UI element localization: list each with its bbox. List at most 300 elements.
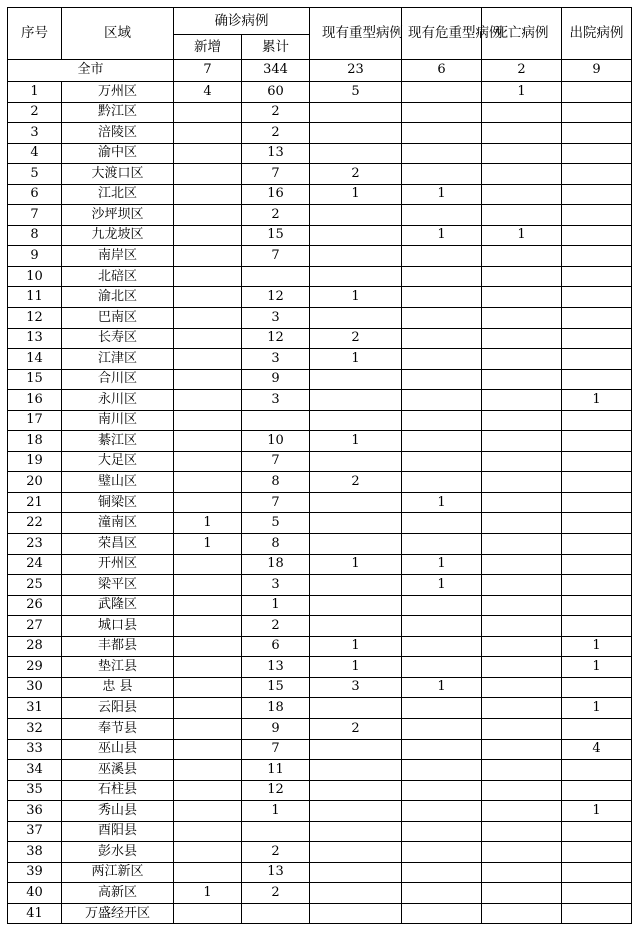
row-deaths: [482, 883, 562, 904]
table-row: [8, 718, 632, 739]
row-discharged: [562, 246, 632, 267]
row-cumulative: 3: [242, 349, 310, 370]
table-row: [8, 698, 632, 719]
total-critical: 6: [402, 60, 482, 82]
row-number: 23: [8, 534, 62, 555]
row-new: [174, 862, 242, 883]
row-new: [174, 554, 242, 575]
row-number: 13: [8, 328, 62, 349]
row-new: [174, 718, 242, 739]
row-region: 永川区: [62, 390, 174, 411]
row-critical: [402, 308, 482, 329]
row-severe: [310, 266, 402, 287]
row-new: [174, 492, 242, 513]
table-row: [8, 739, 632, 760]
row-discharged: [562, 328, 632, 349]
row-region: 黔江区: [62, 102, 174, 123]
row-severe: [310, 595, 402, 616]
row-critical: 1: [402, 184, 482, 205]
row-severe: [310, 369, 402, 390]
row-new: 1: [174, 513, 242, 534]
row-deaths: [482, 164, 562, 185]
row-severe: [310, 246, 402, 267]
row-critical: [402, 718, 482, 739]
covid-cases-table: [7, 7, 632, 924]
row-cumulative: 6: [242, 636, 310, 657]
row-critical: [402, 883, 482, 904]
header-seq: 序号: [8, 8, 62, 60]
row-new: [174, 698, 242, 719]
table-row: [8, 410, 632, 431]
row-cumulative: 13: [242, 143, 310, 164]
row-discharged: [562, 903, 632, 924]
row-number: 11: [8, 287, 62, 308]
row-number: 31: [8, 698, 62, 719]
row-region: 北碚区: [62, 266, 174, 287]
row-critical: [402, 903, 482, 924]
row-number: 35: [8, 780, 62, 801]
row-new: [174, 164, 242, 185]
row-cumulative: 2: [242, 616, 310, 637]
row-region: 梁平区: [62, 575, 174, 596]
row-severe: 5: [310, 82, 402, 103]
row-region: 南岸区: [62, 246, 174, 267]
table-row: [8, 492, 632, 513]
row-discharged: [562, 349, 632, 370]
row-number: 7: [8, 205, 62, 226]
row-severe: 1: [310, 349, 402, 370]
total-discharged: 9: [562, 60, 632, 82]
row-critical: [402, 821, 482, 842]
row-cumulative: 13: [242, 862, 310, 883]
header-region: 区域: [62, 8, 174, 60]
row-severe: [310, 534, 402, 555]
row-critical: [402, 369, 482, 390]
row-cumulative: 15: [242, 677, 310, 698]
row-cumulative: 11: [242, 760, 310, 781]
row-region: 忠 县: [62, 677, 174, 698]
row-new: [174, 123, 242, 144]
row-critical: 1: [402, 492, 482, 513]
row-deaths: 1: [482, 82, 562, 103]
row-discharged: [562, 451, 632, 472]
row-region: 两江新区: [62, 862, 174, 883]
row-critical: [402, 595, 482, 616]
row-new: [174, 390, 242, 411]
table-row: [8, 349, 632, 370]
row-number: 22: [8, 513, 62, 534]
row-discharged: [562, 595, 632, 616]
row-new: [174, 616, 242, 637]
row-new: [174, 575, 242, 596]
table-row: [8, 164, 632, 185]
table-row: [8, 123, 632, 144]
row-number: 15: [8, 369, 62, 390]
table-row: [8, 595, 632, 616]
row-new: [174, 205, 242, 226]
row-severe: [310, 451, 402, 472]
row-severe: 1: [310, 554, 402, 575]
row-discharged: [562, 513, 632, 534]
row-deaths: [482, 903, 562, 924]
row-cumulative: 3: [242, 308, 310, 329]
row-number: 19: [8, 451, 62, 472]
row-new: [174, 246, 242, 267]
row-number: 38: [8, 842, 62, 863]
row-cumulative: 8: [242, 472, 310, 493]
row-deaths: [482, 184, 562, 205]
row-new: [174, 760, 242, 781]
table-row: [8, 636, 632, 657]
table-row: [8, 677, 632, 698]
row-cumulative: 18: [242, 554, 310, 575]
row-new: [174, 903, 242, 924]
row-discharged: [562, 718, 632, 739]
row-number: 10: [8, 266, 62, 287]
table-row: [8, 616, 632, 637]
row-deaths: [482, 698, 562, 719]
row-new: 4: [174, 82, 242, 103]
row-region: 沙坪坝区: [62, 205, 174, 226]
row-severe: 1: [310, 431, 402, 452]
row-critical: [402, 636, 482, 657]
row-cumulative: [242, 266, 310, 287]
row-severe: [310, 760, 402, 781]
row-new: [174, 595, 242, 616]
row-severe: [310, 801, 402, 822]
row-discharged: [562, 760, 632, 781]
row-cumulative: 5: [242, 513, 310, 534]
table-row: [8, 451, 632, 472]
row-severe: [310, 143, 402, 164]
row-discharged: [562, 102, 632, 123]
row-new: [174, 801, 242, 822]
row-number: 17: [8, 410, 62, 431]
row-new: [174, 780, 242, 801]
row-deaths: [482, 349, 562, 370]
row-number: 34: [8, 760, 62, 781]
row-discharged: 1: [562, 636, 632, 657]
row-deaths: [482, 266, 562, 287]
row-new: 1: [174, 534, 242, 555]
row-region: 荣昌区: [62, 534, 174, 555]
row-region: 巫溪县: [62, 760, 174, 781]
row-severe: 2: [310, 164, 402, 185]
table-row: [8, 513, 632, 534]
row-deaths: 1: [482, 225, 562, 246]
row-deaths: [482, 801, 562, 822]
row-critical: [402, 657, 482, 678]
row-critical: [402, 164, 482, 185]
table-row: [8, 554, 632, 575]
row-number: 4: [8, 143, 62, 164]
row-deaths: [482, 431, 562, 452]
row-critical: [402, 205, 482, 226]
row-new: [174, 308, 242, 329]
row-cumulative: 7: [242, 246, 310, 267]
row-new: [174, 739, 242, 760]
row-severe: [310, 903, 402, 924]
row-region: 潼南区: [62, 513, 174, 534]
table-row: [8, 821, 632, 842]
row-new: [174, 472, 242, 493]
row-region: 高新区: [62, 883, 174, 904]
row-severe: [310, 390, 402, 411]
row-severe: [310, 102, 402, 123]
row-cumulative: 12: [242, 287, 310, 308]
row-cumulative: 1: [242, 801, 310, 822]
row-number: 2: [8, 102, 62, 123]
row-deaths: [482, 451, 562, 472]
row-cumulative: [242, 410, 310, 431]
row-new: [174, 328, 242, 349]
table-row: [8, 184, 632, 205]
row-critical: [402, 431, 482, 452]
row-region: 秀山县: [62, 801, 174, 822]
row-region: 江津区: [62, 349, 174, 370]
row-discharged: [562, 534, 632, 555]
table-row: [8, 266, 632, 287]
row-number: 41: [8, 903, 62, 924]
row-severe: 1: [310, 287, 402, 308]
row-region: 城口县: [62, 616, 174, 637]
table-row: [8, 431, 632, 452]
row-deaths: [482, 636, 562, 657]
row-region: 石柱县: [62, 780, 174, 801]
table-row: [8, 780, 632, 801]
row-number: 8: [8, 225, 62, 246]
row-deaths: [482, 616, 562, 637]
row-critical: [402, 328, 482, 349]
row-new: [174, 842, 242, 863]
row-discharged: 1: [562, 390, 632, 411]
row-number: 39: [8, 862, 62, 883]
row-critical: [402, 390, 482, 411]
total-cumulative: 344: [242, 60, 310, 82]
row-cumulative: 13: [242, 657, 310, 678]
row-discharged: [562, 82, 632, 103]
total-deaths: 2: [482, 60, 562, 82]
row-cumulative: 2: [242, 205, 310, 226]
row-number: 9: [8, 246, 62, 267]
row-cumulative: 60: [242, 82, 310, 103]
row-region: 江北区: [62, 184, 174, 205]
row-deaths: [482, 554, 562, 575]
row-deaths: [482, 472, 562, 493]
row-number: 16: [8, 390, 62, 411]
table-row: [8, 801, 632, 822]
table-row: [8, 328, 632, 349]
row-deaths: [482, 862, 562, 883]
row-discharged: [562, 492, 632, 513]
row-critical: [402, 534, 482, 555]
row-discharged: [562, 821, 632, 842]
row-deaths: [482, 534, 562, 555]
row-deaths: [482, 760, 562, 781]
row-deaths: [482, 739, 562, 760]
table-row: [8, 534, 632, 555]
row-number: 29: [8, 657, 62, 678]
row-region: 万州区: [62, 82, 174, 103]
row-cumulative: 2: [242, 123, 310, 144]
row-number: 6: [8, 184, 62, 205]
row-region: 涪陵区: [62, 123, 174, 144]
table-row: [8, 143, 632, 164]
row-severe: [310, 225, 402, 246]
row-number: 37: [8, 821, 62, 842]
total-row: [8, 60, 632, 82]
row-deaths: [482, 575, 562, 596]
row-severe: [310, 575, 402, 596]
row-region: 彭水县: [62, 842, 174, 863]
row-number: 32: [8, 718, 62, 739]
row-severe: 3: [310, 677, 402, 698]
row-deaths: [482, 657, 562, 678]
row-critical: [402, 513, 482, 534]
row-critical: [402, 246, 482, 267]
row-new: [174, 677, 242, 698]
row-critical: [402, 102, 482, 123]
row-new: [174, 821, 242, 842]
row-discharged: [562, 205, 632, 226]
row-deaths: [482, 677, 562, 698]
row-discharged: 1: [562, 657, 632, 678]
row-severe: [310, 492, 402, 513]
row-new: [174, 369, 242, 390]
table-row: [8, 308, 632, 329]
table-body: [8, 60, 632, 924]
row-critical: [402, 82, 482, 103]
row-region: 开州区: [62, 554, 174, 575]
row-deaths: [482, 123, 562, 144]
row-region: 璧山区: [62, 472, 174, 493]
row-discharged: [562, 143, 632, 164]
total-label: 全市: [8, 60, 174, 82]
row-cumulative: 7: [242, 451, 310, 472]
row-cumulative: 18: [242, 698, 310, 719]
row-new: [174, 143, 242, 164]
row-critical: [402, 616, 482, 637]
row-critical: [402, 143, 482, 164]
row-discharged: [562, 287, 632, 308]
row-severe: [310, 883, 402, 904]
row-cumulative: 2: [242, 102, 310, 123]
row-cumulative: 15: [242, 225, 310, 246]
row-discharged: [562, 164, 632, 185]
row-cumulative: 2: [242, 842, 310, 863]
row-region: 万盛经开区: [62, 903, 174, 924]
table-row: [8, 102, 632, 123]
header-row-top: [8, 8, 632, 35]
row-new: [174, 657, 242, 678]
row-severe: [310, 842, 402, 863]
row-discharged: [562, 862, 632, 883]
total-new: 7: [174, 60, 242, 82]
table-row: [8, 842, 632, 863]
row-number: 27: [8, 616, 62, 637]
row-deaths: [482, 842, 562, 863]
row-severe: [310, 123, 402, 144]
row-critical: [402, 410, 482, 431]
row-severe: 2: [310, 328, 402, 349]
row-number: 3: [8, 123, 62, 144]
row-number: 5: [8, 164, 62, 185]
table-row: [8, 657, 632, 678]
row-discharged: [562, 575, 632, 596]
row-critical: [402, 472, 482, 493]
row-region: 奉节县: [62, 718, 174, 739]
row-region: 酉阳县: [62, 821, 174, 842]
row-deaths: [482, 595, 562, 616]
row-number: 20: [8, 472, 62, 493]
table-row: [8, 760, 632, 781]
table-row: [8, 472, 632, 493]
row-discharged: [562, 225, 632, 246]
row-number: 14: [8, 349, 62, 370]
row-severe: [310, 862, 402, 883]
row-severe: 2: [310, 718, 402, 739]
header-critical: 现有危重型病例: [402, 8, 482, 60]
row-new: [174, 287, 242, 308]
row-critical: [402, 780, 482, 801]
row-severe: [310, 308, 402, 329]
header-cumulative: 累计: [242, 35, 310, 60]
table-row: [8, 903, 632, 924]
row-severe: 1: [310, 184, 402, 205]
row-discharged: [562, 410, 632, 431]
table-row: [8, 883, 632, 904]
row-region: 长寿区: [62, 328, 174, 349]
row-deaths: [482, 328, 562, 349]
row-deaths: [482, 513, 562, 534]
row-critical: [402, 739, 482, 760]
row-number: 28: [8, 636, 62, 657]
row-deaths: [482, 369, 562, 390]
row-deaths: [482, 390, 562, 411]
row-cumulative: 16: [242, 184, 310, 205]
row-severe: [310, 205, 402, 226]
table-row: [8, 390, 632, 411]
row-critical: [402, 862, 482, 883]
header-severe: 现有重型病例: [310, 8, 402, 60]
row-discharged: [562, 677, 632, 698]
row-critical: [402, 801, 482, 822]
row-deaths: [482, 205, 562, 226]
row-deaths: [482, 718, 562, 739]
row-cumulative: 9: [242, 718, 310, 739]
row-discharged: [562, 780, 632, 801]
row-number: 1: [8, 82, 62, 103]
row-number: 18: [8, 431, 62, 452]
row-new: [174, 225, 242, 246]
row-number: 33: [8, 739, 62, 760]
header-discharged: 出院病例: [562, 8, 632, 60]
row-critical: [402, 266, 482, 287]
table-row: [8, 246, 632, 267]
row-deaths: [482, 308, 562, 329]
row-region: 武隆区: [62, 595, 174, 616]
row-cumulative: 2: [242, 883, 310, 904]
row-discharged: [562, 431, 632, 452]
row-number: 30: [8, 677, 62, 698]
row-severe: [310, 780, 402, 801]
row-number: 36: [8, 801, 62, 822]
row-deaths: [482, 821, 562, 842]
row-critical: 1: [402, 225, 482, 246]
table-row: [8, 287, 632, 308]
row-discharged: [562, 184, 632, 205]
header-deaths: 死亡病例: [482, 8, 562, 60]
